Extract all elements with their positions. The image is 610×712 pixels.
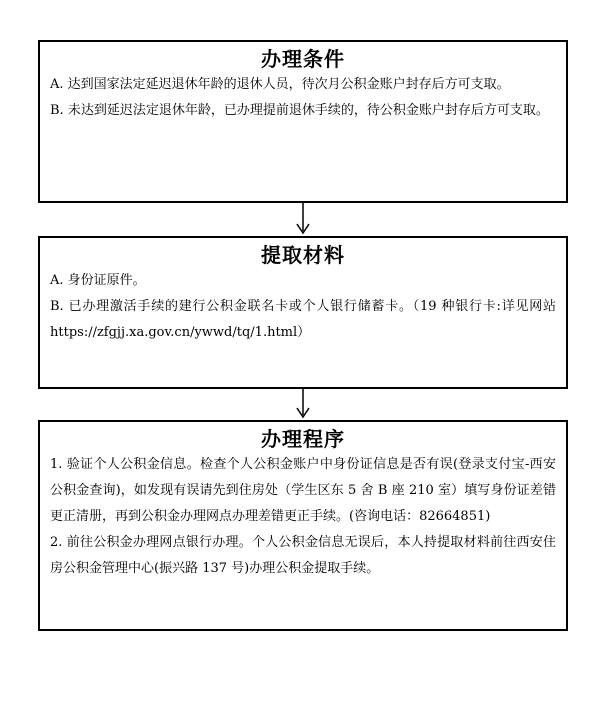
condition-item-a: A. 达到国家法定延迟退休年龄的退休人员，待次月公积金账户封存后方可支取。 [50, 77, 510, 92]
section-title-conditions: 办理条件 [261, 47, 345, 71]
material-item-b: B. 已办理激活手续的建行公积金联名卡或个人银行储蓄卡。（19 种银行卡:详见网站 https://zfgjj.xa.gov.cn/ywwd/tq/1.html） [50, 299, 556, 340]
section-title-materials: 提取材料 [261, 243, 345, 267]
section-body-conditions [40, 72, 566, 124]
flow-arrow-2 [0, 389, 610, 423]
section-title-procedure: 办理程序 [261, 427, 345, 451]
section-procedure [38, 420, 568, 631]
section-body-materials [40, 268, 566, 346]
section-conditions [38, 40, 568, 203]
condition-item-b: B. 未达到延迟法定退休年龄，已办理提前退休手续的，待公积金账户封存后方可支取。 [50, 103, 549, 118]
material-item-a: A. 身份证原件。 [50, 273, 146, 288]
procedure-step-2: 2. 前往公积金办理网点银行办理。个人公积金信息无误后，本人持提取材料前往西安住房公积金管理中心(振兴路 137 号)办理公积金提取手续。 [50, 535, 556, 576]
procedure-step-1: 1. 验证个人公积金信息。检查个人公积金账户中身份证信息是否有误(登录支付宝-西安公积金查询)，如发现有误请先到住房处（学生区东 5 舍 B 座 210 室）填写身份证差错更正清册，再到公积金办理网点办理差错更正手续。(咨询电话：82664851) [50, 457, 556, 524]
section-materials [38, 236, 568, 389]
flow-arrow-1 [0, 203, 610, 237]
section-body-procedure [40, 452, 566, 582]
